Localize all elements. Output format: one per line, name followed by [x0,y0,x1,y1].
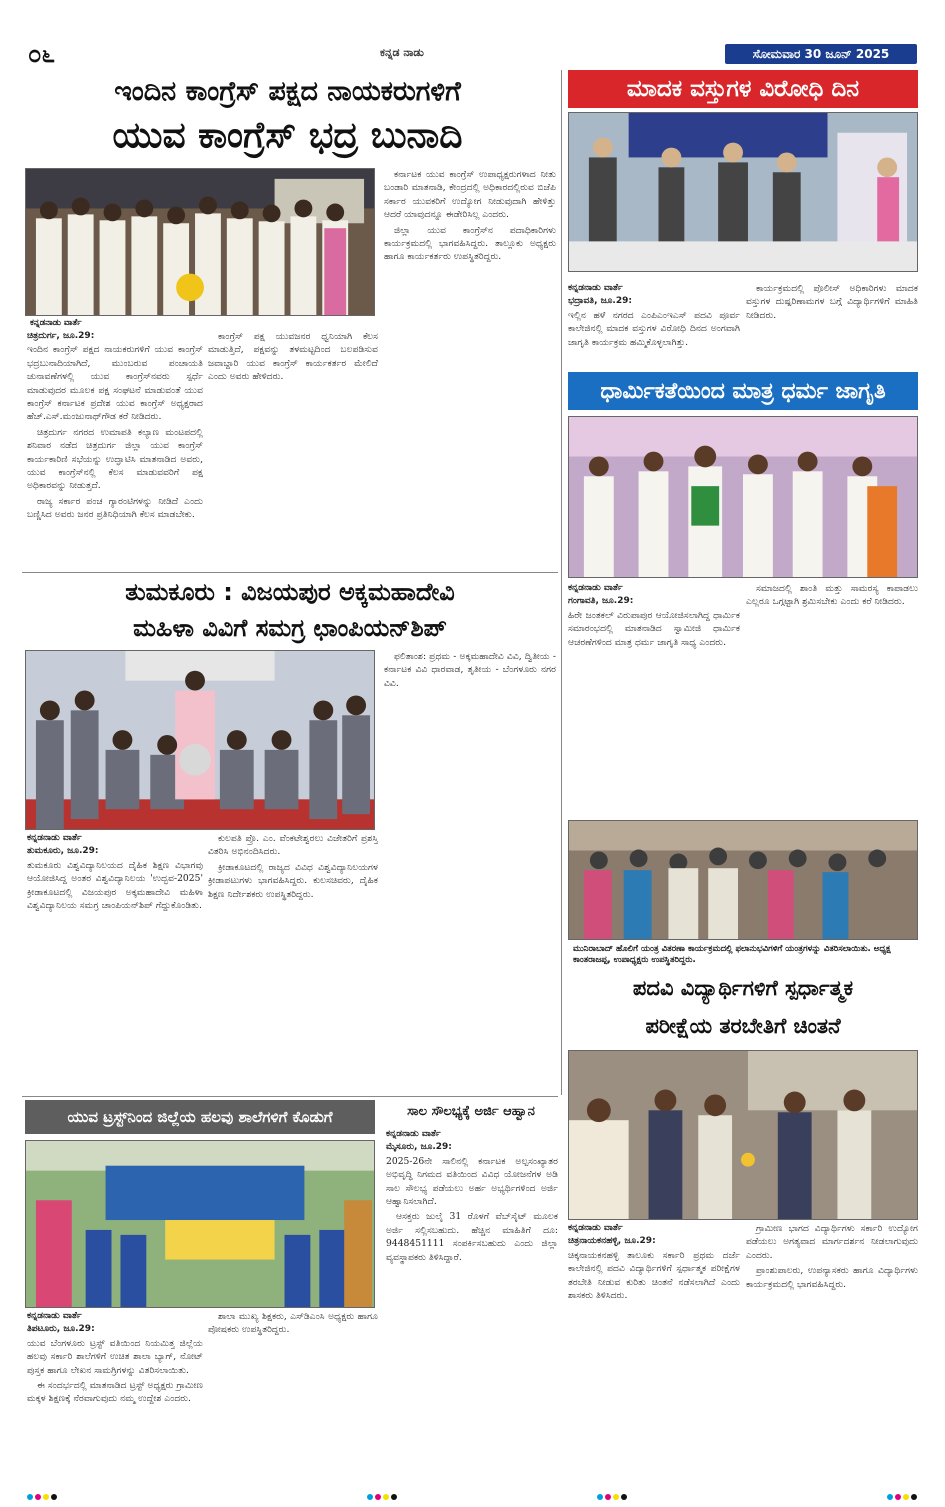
sewing-machine-photo [568,820,918,940]
story6-place: ಮೈಸೂರು, ಜೂ.29: [386,1142,452,1153]
story1-headline-line2: ಯುವ ಕಾಂಗ್ರೆಸ್ ಭದ್ರ ಬುನಾದಿ [112,115,463,156]
story3-place: ಗಂಗಾವತಿ, ಜೂ.29: [568,596,634,607]
masthead [0,0,945,66]
story5-headline: ಯುವ ಟ್ರಸ್ಟ್‌ನಿಂದ ಜಿಲ್ಲೆಯ ಹಲವು ಶಾಲೆಗಳಿಗೆ ಕೊಡುಗೆ [25,1100,375,1134]
story4-headline-line2: ಮಹಿಳಾ ವಿವಿಗೆ ಸಮಗ್ರ ಛಾಂಪಿಯನ್‌ಶಿಪ್ [133,614,447,642]
story1-place: ಚಿತ್ರದುರ್ಗ, ಜೂ.29: [27,331,95,341]
printer-registration-marks [0,1488,945,1507]
story1-byline: ಕನ್ನಡನಾಡು ವಾರ್ತೆ [30,318,82,328]
story5-photo [25,1140,375,1308]
story1-col1: ಚಿತ್ರದುರ್ಗ, ಜೂ.29: ಇಂದಿನ ಕಾಂಗ್ರೆಸ್ ಪಕ್ಷದ ನಾಯಕರುಗಳಿಗೆ ಯುವ ಕಾಂಗ್ರೆಸ್ ಭದ್ರಬುನಾದಿಯಾಗಿದೆ, ಮುಂಬರುವ ಪಂಚಾಯತಿ ಚುನಾವಣೆಗಳಲ್ಲಿ ಯುವ ಕಾಂಗ್ರೆಸ್‌ನವರು ಸ್ಪರ್ಧೆ ಮಾಡುವುದರ ಮೂಲಕ ಪಕ್ಷ ಸಂಘಟನೆ ಮಾಡುವಂತೆ ಯುವ ಕಾಂಗ್ರೆಸ್ ಕರ್ನಾಟಕ ಪ್ರದೇಶ ಯುವ ಕಾಂಗ್ರೆಸ್ ಅಧ್ಯಕ್ಷರಾದ ಹೆಚ್.ಎಸ್.ಮಂಜುನಾಥ್‌ಗೌಡ ಕರೆ ನೀಡಿದರು. ಚಿತ್ರದುರ್ಗ ನಗರದ ಉಮಾಪತಿ ಕಲ್ಯಾಣ ಮಂಟಪದಲ್ಲಿ ಶನಿವಾರ ನಡೆದ ಚಿತ್ರದುರ್ಗ ಜಿಲ್ಲಾ ಯುವ ಕಾಂಗ್ರೆಸ್ ಕಾರ್ಯಕಾರಿಣಿ ಸಭೆಯನ್ನು ಉದ್ಘಾಟಿಸಿ ಮಾತನಾಡಿದ ಅವರು, ಯುವ ಕಾಂಗ್ರೆಸ್‌ನಲ್ಲಿ ಕೆಲಸ ಮಾಡುವವರಿಗೆ ಪಕ್ಷ ಅಧಿಕಾರವನ್ನು ನೀಡುತ್ತದೆ. ರಾಜ್ಯ ಸರ್ಕಾರ ಪಂಚ ಗ್ಯಾರಂಟಿಗಳನ್ನು ನೀಡಿದೆ ಎಂದು ಬಣ್ಣಿಸಿದ ಅವರು ಜನರ ಪ್ರತಿನಿಧಿಯಾಗಿ ಕೆಲಸ ಮಾಡಬೇಕು. [27,331,203,521]
sewing-machine-caption: ಮುನಿರಾಬಾದ್ ಹೊಲಿಗೆ ಯಂತ್ರ ವಿತರಣಾ ಕಾರ್ಯಕ್ರಮದಲ್ಲಿ ಫಲಾನುಭವಿಗಳಿಗೆ ಯಂತ್ರಗಳನ್ನು ವಿತರಿಸಲಾಯಿತು. ಅಧ್ಯಕ್ಷ ಕಾಂತರಾಜಪ್ಪ, ಉಪಾಧ್ಯಕ್ಷರು ಉಪಸ್ಥಿತರಿದ್ದರು. [573,944,891,965]
story1-headline-line1: ಇಂದಿನ ಕಾಂಗ್ರೆಸ್ ಪಕ್ಷದ ನಾಯಕರುಗಳಿಗೆ [114,76,461,107]
story7-place: ಚಿತ್ರನಾಯಕನಹಳ್ಳಿ, ಜೂ.29: [568,1236,656,1247]
story7-photo [568,1050,918,1220]
story1-photo [25,168,375,316]
story6-col1: ಕನ್ನಡನಾಡು ವಾರ್ತೆ ಮೈಸೂರು, ಜೂ.29: 2025-26ನೇ ಸಾಲಿನಲ್ಲಿ ಕರ್ನಾಟಕ ಅಲ್ಪಸಂಖ್ಯಾತರ ಅಭಿವೃದ್ಧಿ ನಿಗಮದ ವತಿಯಿಂದ ವಿವಿಧ ಯೋಜನೆಗಳ ಅಡಿ ಸಾಲ ಸೌಲಭ್ಯ ಪಡೆಯಲು ಅರ್ಹ ಅಭ್ಯರ್ಥಿಗಳಿಂದ ಅರ್ಜಿ ಆಹ್ವಾನಿಸಲಾಗಿದೆ. ಆಸಕ್ತರು ಜುಲೈ 31 ರೊಳಗೆ ವೆಬ್‌ಸೈಟ್ ಮೂಲಕ ಅರ್ಜಿ ಸಲ್ಲಿಸಬಹುದು. ಹೆಚ್ಚಿನ ಮಾಹಿತಿಗೆ ದೂ: 9448451111 ಸಂಪರ್ಕಿಸಬಹುದು ಎಂದು ಜಿಲ್ಲಾ ವ್ಯವಸ್ಥಾಪಕರು ತಿಳಿಸಿದ್ದಾರೆ. [386,1129,558,1263]
story4-col1: ಕನ್ನಡನಾಡು ವಾರ್ತೆ ತುಮಕೂರು, ಜೂ.29: ತುಮಕೂರು ವಿಶ್ವವಿದ್ಯಾನಿಲಯದ ದೈಹಿಕ ಶಿಕ್ಷಣ ವಿಭಾಗವು ಆಯೋಜಿಸಿದ್ದ ಅಂತರ ವಿಶ್ವವಿದ್ಯಾನಿಲಯ 'ಉದ್ಭವ-2025' ಕ್ರೀಡಾಕೂಟದಲ್ಲಿ ವಿಜಯಪುರ ಅಕ್ಕಮಹಾದೇವಿ ಮಹಿಳಾ ವಿಶ್ವವಿದ್ಯಾನಿಲಯ ಸಮಗ್ರ ಚಾಂಪಿಯನ್‌ಶಿಪ್ ಗೆದ್ದುಕೊಂಡಿತು. [27,833,203,912]
story2-place: ಭದ್ರಾವತಿ, ಜೂ.29: [568,296,632,307]
story3-headline: ಧಾರ್ಮಿಕತೆಯಿಂದ ಮಾತ್ರ ಧರ್ಮ ಜಾಗೃತಿ [568,372,918,410]
story1-col2: ಕಾಂಗ್ರೆಸ್ ಪಕ್ಷ ಯುವಜನರ ಧ್ವನಿಯಾಗಿ ಕೆಲಸ ಮಾಡುತ್ತಿದೆ, ಪಕ್ಷವನ್ನು ತಳಮಟ್ಟದಿಂದ ಬಲಪಡಿಸುವ ಜವಾಬ್ದಾರಿ ಯುವ ಕಾಂಗ್ರೆಸ್ ಕಾರ್ಯಕರ್ತರ ಮೇಲಿದೆ ಎಂದು ಅವರು ಹೇಳಿದರು. [208,331,378,383]
story1-col3: ಕರ್ನಾಟಕ ಯುವ ಕಾಂಗ್ರೆಸ್ ಉಪಾಧ್ಯಕ್ಷರುಗಳಾದ ನೀತು ಬಂಡಾರಿ ಮಾತನಾಡಿ, ಕೇಂದ್ರದಲ್ಲಿ ಅಧಿಕಾರದಲ್ಲಿರುವ ಬಿಜೆಪಿ ಸರ್ಕಾರ ಯುವಕರಿಗೆ ಉದ್ಯೋಗ ನೀಡುವುದಾಗಿ ಹೇಳಿತ್ತು ಆದರೆ ಯಾವುದನ್ನೂ ಈಡೇರಿಸಿಲ್ಲ ಎಂದರು. ಜಿಲ್ಲಾ ಯುವ ಕಾಂಗ್ರೆಸ್‌ನ ಪದಾಧಿಕಾರಿಗಳು ಕಾರ್ಯಕ್ರಮದಲ್ಲಿ ಭಾಗವಹಿಸಿದ್ದರು. ತಾಲ್ಲೂಕು ಅಧ್ಯಕ್ಷರು ಹಾಗೂ ಕಾರ್ಯಕರ್ತರು ಉಪಸ್ಥಿತರಿದ್ದರು. [384,169,556,263]
story3-col1: ಕನ್ನಡನಾಡು ವಾರ್ತೆ ಗಂಗಾವತಿ, ಜೂ.29: ಹಿರೇ ಜಂತಕಲ್ ವಿರುಪಾಪುರ ಆಯೋಜಿಸಲಾಗಿದ್ದ ಧಾರ್ಮಿಕ ಸಮಾರಂಭದಲ್ಲಿ ಮಾತನಾಡಿದ ಸ್ವಾಮೀಜಿ ಧಾರ್ಮಿಕ ಆಚರಣೆಗಳಿಂದ ಮಾತ್ರ ಧರ್ಮ ಜಾಗೃತಿ ಸಾಧ್ಯ ಎಂದರು. [568,583,740,648]
story3-photo [568,416,918,578]
story2-headline: ಮಾದಕ ವಸ್ತುಗಳ ವಿರೋಧಿ ದಿನ [568,70,918,108]
page-number: ೦೬ [28,40,55,68]
story2-photo [568,112,918,272]
story2-col2: ಕಾರ್ಯಕ್ರಮದಲ್ಲಿ ಪೊಲೀಸ್ ಅಧಿಕಾರಿಗಳು ಮಾದಕ ವಸ್ತುಗಳ ದುಷ್ಪರಿಣಾಮಗಳ ಬಗ್ಗೆ ವಿದ್ಯಾರ್ಥಿಗಳಿಗೆ ಮಾಹಿತಿ ನೀಡಿದರು. [746,283,918,321]
story4-headline-line1: ತುಮಕೂರು : ವಿಜಯಪುರ ಅಕ್ಕಮಹಾದೇವಿ [125,578,455,606]
story5-col2: ಶಾಲಾ ಮುಖ್ಯ ಶಿಕ್ಷಕರು, ಎಸ್‌ಡಿಎಂಸಿ ಅಧ್ಯಕ್ಷರು ಹಾಗೂ ಪೋಷಕರು ಉಪಸ್ಥಿತರಿದ್ದರು. [208,1311,378,1336]
story5-place: ತಿಪಟೂರು, ಜೂ.29: [27,1324,95,1335]
story7-col1: ಕನ್ನಡನಾಡು ವಾರ್ತೆ ಚಿತ್ರನಾಯಕನಹಳ್ಳಿ, ಜೂ.29: ಚಿಕ್ಕನಾಯಕನಹಳ್ಳಿ ತಾಲೂಕು ಸರ್ಕಾರಿ ಪ್ರಥಮ ದರ್ಜೆ ಕಾಲೇಜಿನಲ್ಲಿ ಪದವಿ ವಿದ್ಯಾರ್ಥಿಗಳಿಗೆ ಸ್ಪರ್ಧಾತ್ಮಕ ಪರೀಕ್ಷೆಗಳ ತರಬೇತಿ ನೀಡುವ ಕುರಿತು ಚಿಂತನೆ ನಡೆಸಲಾಗಿದೆ ಎಂದು ಶಾಸಕರು ತಿಳಿಸಿದರು. [568,1223,740,1302]
story6-headline: ಸಾಲ ಸೌಲಭ್ಯಕ್ಕೆ ಅರ್ಜಿ ಆಹ್ವಾನ [407,1104,535,1119]
paper-name: ಕನ್ನಡ ನಾಡು [380,46,424,59]
story7-headline-line2: ಪರೀಕ್ಷೆಯ ತರಬೇತಿಗೆ ಚಿಂತನೆ [645,1014,841,1038]
story3-col2: ಸಮಾಜದಲ್ಲಿ ಶಾಂತಿ ಮತ್ತು ಸಾಮರಸ್ಯ ಕಾಪಾಡಲು ಎಲ್ಲರೂ ಒಗ್ಗಟ್ಟಾಗಿ ಶ್ರಮಿಸಬೇಕು ಎಂದು ಕರೆ ನೀಡಿದರು. [746,583,918,608]
story7-col2: ಗ್ರಾಮೀಣ ಭಾಗದ ವಿದ್ಯಾರ್ಥಿಗಳು ಸರ್ಕಾರಿ ಉದ್ಯೋಗ ಪಡೆಯಲು ಅಗತ್ಯವಾದ ಮಾರ್ಗದರ್ಶನ ನೀಡಲಾಗುವುದು ಎಂದರು. ಪ್ರಾಂಶುಪಾಲರು, ಉಪನ್ಯಾಸಕರು ಹಾಗೂ ವಿದ್ಯಾರ್ಥಿಗಳು ಕಾರ್ಯಕ್ರಮದಲ್ಲಿ ಭಾಗವಹಿಸಿದ್ದರು. [746,1223,918,1290]
story4-photo [25,650,375,830]
story4-col2: ಕುಲಪತಿ ಪ್ರೊ. ಎಂ. ವೆಂಕಟೇಶ್ವರಲು ವಿಜೇತರಿಗೆ ಪ್ರಶಸ್ತಿ ವಿತರಿಸಿ ಅಭಿನಂದಿಸಿದರು. ಕ್ರೀಡಾಕೂಟದಲ್ಲಿ ರಾಜ್ಯದ ವಿವಿಧ ವಿಶ್ವವಿದ್ಯಾನಿಲಯಗಳ ಕ್ರೀಡಾಪಟುಗಳು ಭಾಗವಹಿಸಿದ್ದರು. ಕುಲಸಚಿವರು, ದೈಹಿಕ ಶಿಕ್ಷಣ ನಿರ್ದೇಶಕರು ಉಪಸ್ಥಿತರಿದ್ದರು. [208,833,378,900]
story2-col1: ಕನ್ನಡನಾಡು ವಾರ್ತೆ ಭದ್ರಾವತಿ, ಜೂ.29: ಇಲ್ಲಿನ ಹಳೆ ನಗರದ ಎಂಪಿಎಂಇಎಸ್ ಪದವಿ ಪೂರ್ವ ಕಾಲೇಜಿನಲ್ಲಿ ಮಾದಕ ವಸ್ತುಗಳ ವಿರೋಧಿ ದಿನದ ಅಂಗವಾಗಿ ಜಾಗೃತಿ ಕಾರ್ಯಕ್ರಮ ಹಮ್ಮಿಕೊಳ್ಳಲಾಗಿತ್ತು. [568,283,740,348]
issue-date: ಸೋಮವಾರ 30 ಜೂನ್ 2025 [725,44,917,64]
story7-headline-line1: ಪದವಿ ವಿದ್ಯಾರ್ಥಿಗಳಿಗೆ ಸ್ಪರ್ಧಾತ್ಮಕ [632,976,854,1000]
story5-col1: ಕನ್ನಡನಾಡು ವಾರ್ತೆ ತಿಪಟೂರು, ಜೂ.29: ಯುವ ಬೆಂಗಳೂರು ಟ್ರಸ್ಟ್ ವತಿಯಿಂದ ನಿಯಮಿತ್ತ ಜಿಲ್ಲೆಯ ಹಲವು ಸರ್ಕಾರಿ ಶಾಲೆಗಳಿಗೆ ಉಚಿತ ಶಾಲಾ ಬ್ಯಾಗ್, ನೋಟ್ ಪುಸ್ತಕ ಹಾಗೂ ಲೇಖನ ಸಾಮಗ್ರಿಗಳನ್ನು ವಿತರಿಸಲಾಯಿತು. ಈ ಸಂದರ್ಭದಲ್ಲಿ ಮಾತನಾಡಿದ ಟ್ರಸ್ಟ್ ಅಧ್ಯಕ್ಷರು ಗ್ರಾಮೀಣ ಮಕ್ಕಳ ಶಿಕ್ಷಣಕ್ಕೆ ನೆರವಾಗುವುದು ನಮ್ಮ ಉದ್ದೇಶ ಎಂದರು. [27,1311,203,1405]
story4-col3: ಫಲಿತಾಂಶ: ಪ್ರಥಮ - ಅಕ್ಕಮಹಾದೇವಿ ವಿವಿ, ದ್ವಿತೀಯ - ಕರ್ನಾಟಕ ವಿವಿ ಧಾರವಾಡ, ತೃತೀಯ - ಬೆಂಗಳೂರು ನಗರ ವಿವಿ. [384,651,556,689]
story4-place: ತುಮಕೂರು, ಜೂ.29: [27,846,99,857]
